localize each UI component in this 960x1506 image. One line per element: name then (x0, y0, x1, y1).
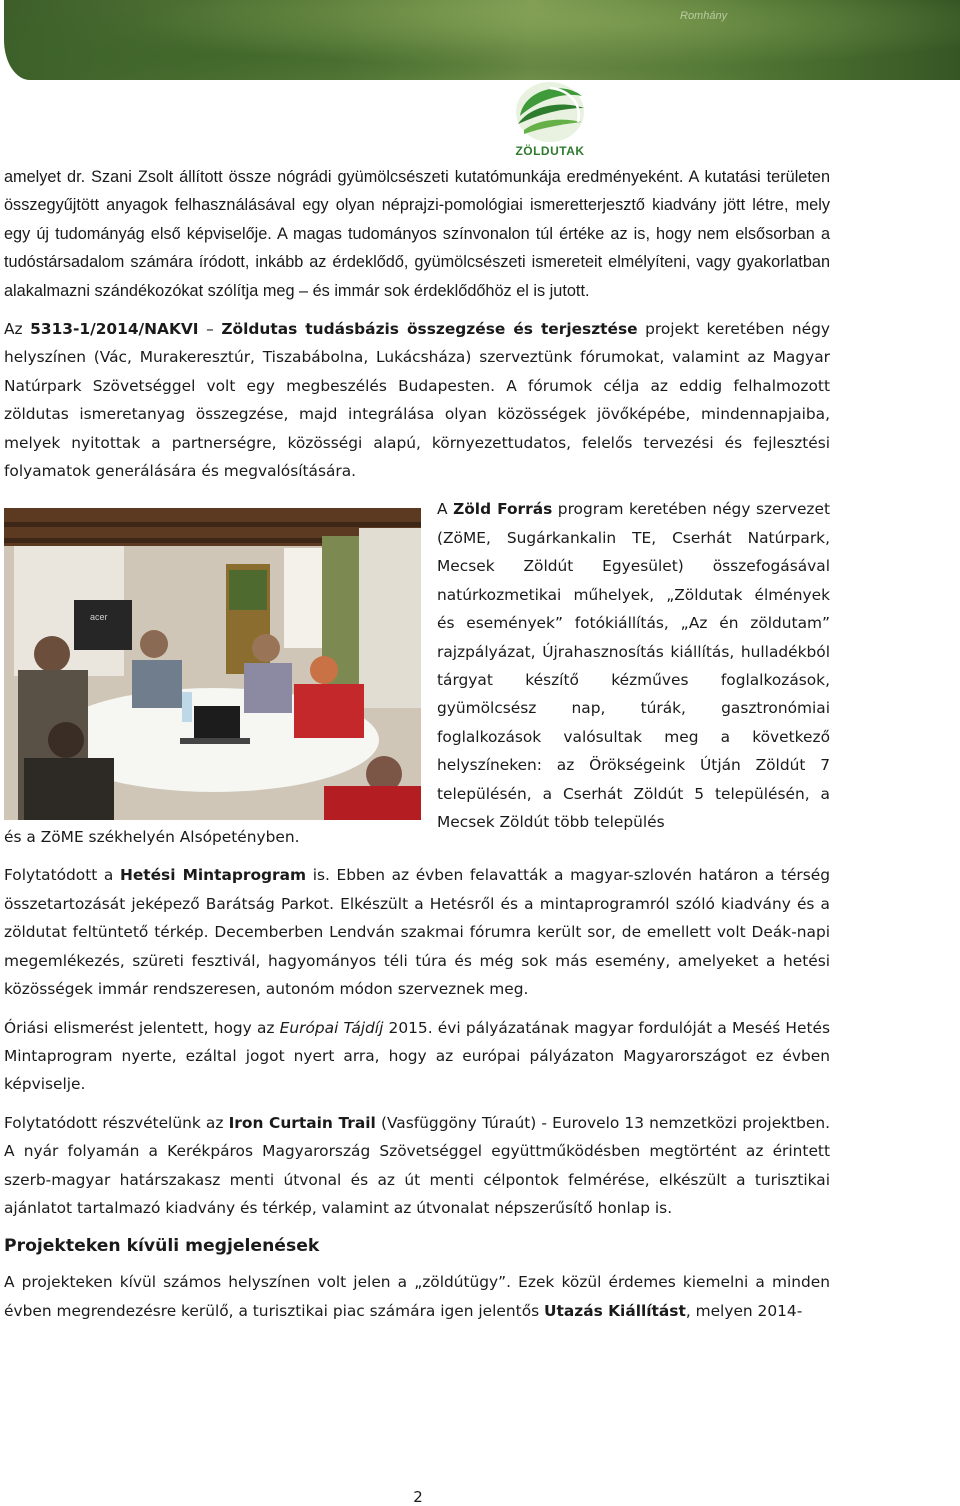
award-name: Európai Tájdíj (279, 1018, 384, 1037)
program-name: Hetési Mintaprogram (119, 866, 307, 885)
text-run: Óriási elismerést jelentett, hogy az (4, 1018, 280, 1037)
paragraph-4 (4, 861, 830, 1003)
text-run: projekt keretében négy helyszínen (Vác, Murakeresztúr, Tiszabábolna, Lukácsháza) szerveztünk fórumokat, valamint az Magyar Natúrpark Szövetséggel volt egy megbeszélés Budapesten. A fórumok célja az eddig felhalmozott zöldutas ismeretanyag összegzése, majd integrálása olyan közösségek jövőképébe, mindennapjaiba, melyek nyitottak a partnerségre, közösségi alapú, környezettudatos, felelős tervezési és fejlesztési folyamatok generálására és megvalósítására. (4, 320, 831, 481)
paragraph-2 (4, 315, 830, 485)
paragraph-3-tail: és a ZöME székhelyén Alsópetényben. (4, 828, 300, 847)
zoldutak-logo (510, 78, 590, 160)
section-heading: Projekteken kívüli megjelenések (4, 1236, 320, 1257)
paragraph-7 (4, 1268, 830, 1325)
event-name: Utazás Kiállítást (544, 1301, 686, 1320)
text-run: , melyen 2014- (685, 1301, 803, 1320)
header-banner-image (4, 0, 960, 80)
text-run: is. Ebben az évben felavatták a magyar-szlovén határon a térség összetartozását jeképező Barátság Parkot. Elkészült a Hetésről és a mintaprogramról szóló kiadvány és a zöldutat feltüntető térkép. Decemberben Lendván szakmai fórumra került sor, de emellett volt Deák-napi megemlékezés, szüreti fesztivál, hagyományos téli túra és még sok más esemény, amelyeket a hetési közösségek immár rendszeresen, autonóm módon szerveznek meg. (4, 866, 830, 999)
paragraph-1: amelyet dr. Szani Zsolt állított össze nógrádi gyümölcsészeti kutatómunkája eredményeként. A kutatási területen összegyűjtött anyagok felhasználásával egy olyan néprajzi-pomológiai ismeretterjesztő kiadvány jött létre, mely egy új tudományág első képviselője. A magas tudományos színvonalon túl értéke az is, hogy nem elsősorban a tudóstársadalom számára íródott, inkább az érdeklődő, gyümölcsészeti ismereteit elmélyíteni, vagy gyakorlatban alakalmazni szándékozókat szólítja meg – és immár sok érdeklődőhöz el is jutott. (4, 168, 830, 300)
text-run: 2015. évi pályázatának magyar fordulóját a Meséś Hetés Mintaprogram nyerte, ezáltal jogot nyert arra, hogy az európai pályázaton Magyarországot ez évben képviselje. (4, 1018, 830, 1094)
text-run: (Vasfüggöny Túraút) - Eurovelo 13 nemzetközi projektben. A nyár folyamán a Kerékpáros Magyarország Szövetséggel együttműködésben megtörtént az érintett szerb-magyar határszakasz menti útvonal és az út menti célpontok felmérése, elkészült a turisztikai ajánlatot tartalmazó kiadvány és térkép, valamint az útvonalat népszerűsítő honlap is. (4, 1113, 830, 1217)
logo-text: ZÖLDUTAK (515, 144, 585, 158)
paragraph-5 (4, 1014, 830, 1099)
banner-town-label: Romhány (680, 10, 728, 22)
text-run: – (198, 320, 222, 339)
text-run: A projekteken kívül számos helyszínen volt jelen a „zöldútügy”. Ezek közül érdemes kiemelni a minden évben megrendezésre kerülő, a turisztikai piac számára igen jelentős (4, 1273, 830, 1320)
paragraph-3 (437, 495, 830, 836)
program-name: Zöld Forrás (453, 500, 553, 519)
logo-leaf-icon (510, 78, 590, 144)
meeting-photo (4, 508, 421, 820)
page-number: 2 (413, 1488, 423, 1506)
text-run: program keretében négy szervezet (ZöME, Sugárkankalin TE, Cserhát Natúrpark, Mecsek Zöldút Egyesület) összefogásával natúrkozmetikai műhelyek, „Zöldutak élmények és események” fotókiállítás, „Az én zöldutam” rajzpályázat, Újrahasznosítás kiállítás, hulladékból tárgyat készítő kézműves foglalkozások, gyümölcsész nap, túrák, gasztronómiai foglalkozások valósultak meg a következő helyszíneken: az Örökségeink Útján Zöldút 7 településén, a Cserhát Zöldút 5 településén, a Mecsek Zöldút több település (437, 500, 831, 831)
project-code: 5313-1/2014/NAKVI (30, 320, 199, 339)
text-run: A (437, 500, 454, 519)
project-title: Zöldutas tudásbázis összegzése és terjesztése (221, 320, 638, 339)
text-run: Az (4, 320, 31, 339)
text-run: Folytatódott részvételünk az (4, 1113, 229, 1132)
photo-with-text-block (4, 495, 830, 851)
screen-brand-text: acer (90, 612, 108, 623)
project-name: Iron Curtain Trail (228, 1113, 376, 1132)
paragraph-6 (4, 1109, 830, 1223)
document-body (4, 163, 830, 1335)
text-run: Folytatódott a (4, 866, 120, 885)
